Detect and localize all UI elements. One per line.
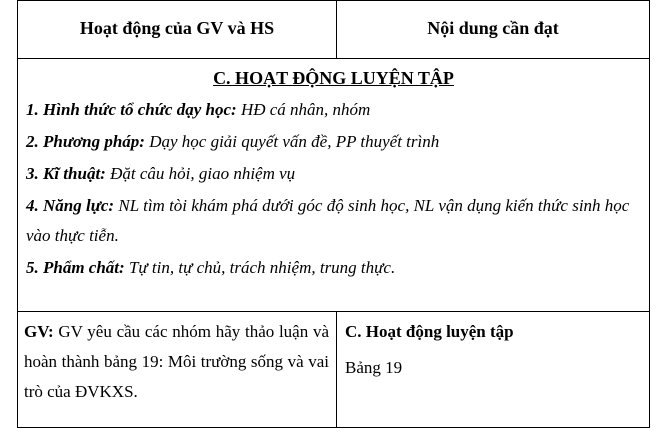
- section-title: C. HOẠT ĐỘNG LUYỆN TẬP: [213, 68, 454, 88]
- item-text: Dạy học giải quyết vấn đề, PP thuyết trình: [144, 132, 440, 151]
- item-text: NL tìm tòi khám phá dưới góc độ sinh học, NL vận dụng kiến thức sinh học vào thực tiễn.: [26, 196, 630, 245]
- header-teacher-student-activity: [18, 1, 337, 59]
- activity-row: [18, 312, 650, 428]
- teacher-activity-cell: [18, 312, 337, 428]
- lesson-table: [17, 0, 650, 428]
- practice-section: [18, 59, 650, 312]
- expected-content-cell: [337, 312, 650, 428]
- item-label: 3. Kĩ thuật:: [26, 164, 106, 183]
- item-label: 1. Hình thức tổ chức dạy học:: [26, 100, 237, 119]
- item-technique: [18, 159, 649, 189]
- content-title: C. Hoạt động luyện tập: [345, 322, 514, 341]
- item-text: Đặt câu hỏi, giao nhiệm vụ: [105, 164, 296, 183]
- item-label: 5. Phẩm chất:: [26, 258, 125, 277]
- item-organization-form: [18, 95, 649, 125]
- practice-row: [18, 59, 650, 312]
- header-expected-content: [337, 1, 650, 59]
- gv-text: GV yêu cầu các nhóm hãy thảo luận và hoàn thành bảng 19: Môi trường sống và vai trò của ĐVKXS.: [24, 322, 329, 401]
- item-label: 4. Năng lực:: [26, 196, 115, 215]
- gv-label: GV:: [24, 322, 54, 341]
- item-text: Tự tin, tự chủ, trách nhiệm, trung thực.: [124, 258, 396, 277]
- header-left-text: Hoạt động của GV và HS: [79, 18, 275, 38]
- header-row: [18, 1, 650, 59]
- content-table-reference: Bảng 19: [345, 358, 403, 377]
- item-text: HĐ cá nhân, nhóm: [236, 100, 371, 119]
- item-label: 2. Phương pháp:: [26, 132, 145, 151]
- item-method: [18, 127, 649, 157]
- item-competence: [18, 191, 649, 251]
- item-quality: [18, 253, 649, 283]
- header-right-text: Nội dung cần đạt: [427, 18, 559, 38]
